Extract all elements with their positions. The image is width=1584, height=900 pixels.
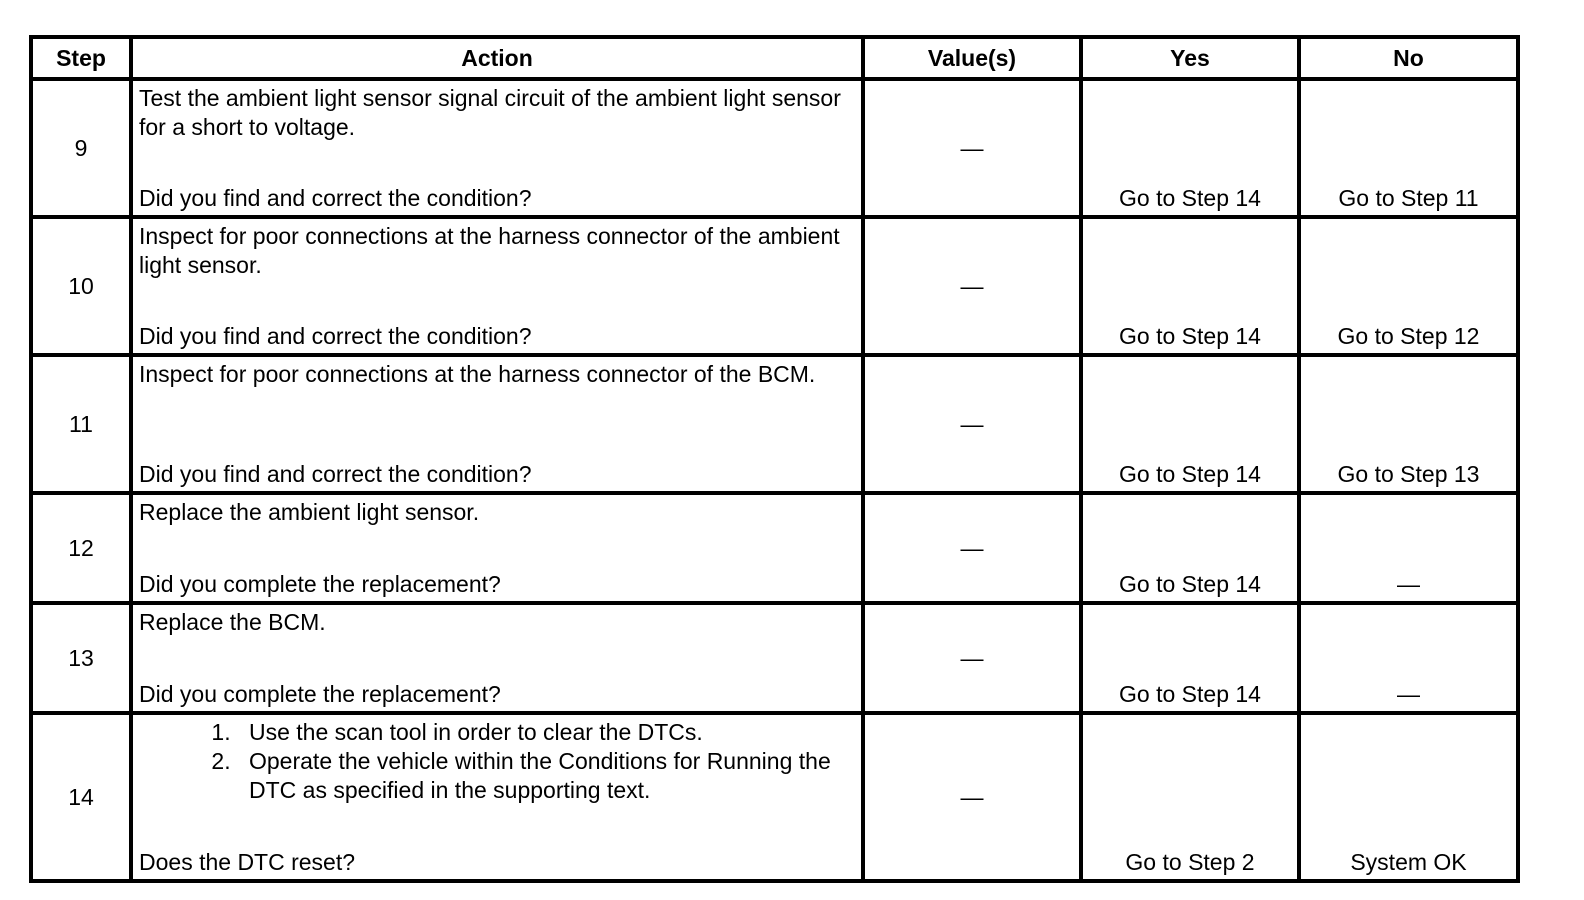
action-cell bbox=[131, 603, 863, 713]
no-result: — bbox=[1299, 603, 1518, 713]
table-row bbox=[31, 217, 1518, 355]
action-text: Test the ambient light sensor signal circuit of the ambient light sensor for a short to voltage. bbox=[139, 85, 841, 140]
value-cell: — bbox=[863, 79, 1081, 217]
action-question: Did you complete the replacement? bbox=[139, 681, 501, 707]
yes-result: Go to Step 14 bbox=[1081, 603, 1299, 713]
header-values: Value(s) bbox=[863, 37, 1081, 79]
yes-result: Go to Step 14 bbox=[1081, 493, 1299, 603]
action-question: Did you complete the replacement? bbox=[139, 571, 501, 597]
header-no: No bbox=[1299, 37, 1518, 79]
action-cell bbox=[131, 79, 863, 217]
action-cell bbox=[131, 355, 863, 493]
table-body bbox=[31, 79, 1518, 881]
action-sub-step: 2. Operate the vehicle within the Conditions for Running the DTC as specified in the supporting text. bbox=[237, 747, 853, 805]
diagnostic-table bbox=[29, 35, 1520, 883]
action-question: Did you find and correct the condition? bbox=[139, 323, 532, 349]
table-row bbox=[31, 603, 1518, 713]
yes-result: Go to Step 14 bbox=[1081, 355, 1299, 493]
table-header bbox=[31, 37, 1518, 79]
step-number: 10 bbox=[31, 217, 131, 355]
no-result: Go to Step 11 bbox=[1299, 79, 1518, 217]
no-result: System OK bbox=[1299, 713, 1518, 881]
yes-result: Go to Step 14 bbox=[1081, 79, 1299, 217]
action-cell bbox=[131, 713, 863, 881]
value-cell: — bbox=[863, 493, 1081, 603]
no-result: — bbox=[1299, 493, 1518, 603]
step-number: 11 bbox=[31, 355, 131, 493]
action-text: Inspect for poor connections at the harness connector of the ambient light sensor. bbox=[139, 223, 840, 278]
no-result: Go to Step 12 bbox=[1299, 217, 1518, 355]
action-question: Did you find and correct the condition? bbox=[139, 185, 532, 211]
action-text: Inspect for poor connections at the harness connector of the BCM. bbox=[139, 361, 816, 387]
action-question: Does the DTC reset? bbox=[139, 849, 356, 875]
value-cell: — bbox=[863, 217, 1081, 355]
action-cell bbox=[131, 217, 863, 355]
value-cell: — bbox=[863, 355, 1081, 493]
action-question: Did you find and correct the condition? bbox=[139, 461, 532, 487]
step-number: 14 bbox=[31, 713, 131, 881]
action-cell bbox=[131, 493, 863, 603]
header-yes: Yes bbox=[1081, 37, 1299, 79]
action-text: Replace the BCM. bbox=[139, 609, 326, 635]
value-cell: — bbox=[863, 603, 1081, 713]
header-action: Action bbox=[131, 37, 863, 79]
table-row bbox=[31, 493, 1518, 603]
table-row bbox=[31, 713, 1518, 881]
action-text: Replace the ambient light sensor. bbox=[139, 499, 480, 525]
yes-result: Go to Step 2 bbox=[1081, 713, 1299, 881]
header-row bbox=[31, 37, 1518, 79]
step-number: 12 bbox=[31, 493, 131, 603]
action-sub-step: 1. Use the scan tool in order to clear the DTCs. bbox=[237, 718, 853, 747]
action-sub-steps bbox=[139, 718, 853, 805]
step-number: 9 bbox=[31, 79, 131, 217]
no-result: Go to Step 13 bbox=[1299, 355, 1518, 493]
yes-result: Go to Step 14 bbox=[1081, 217, 1299, 355]
value-cell: — bbox=[863, 713, 1081, 881]
header-step: Step bbox=[31, 37, 131, 79]
step-number: 13 bbox=[31, 603, 131, 713]
table-row bbox=[31, 355, 1518, 493]
table-row bbox=[31, 79, 1518, 217]
